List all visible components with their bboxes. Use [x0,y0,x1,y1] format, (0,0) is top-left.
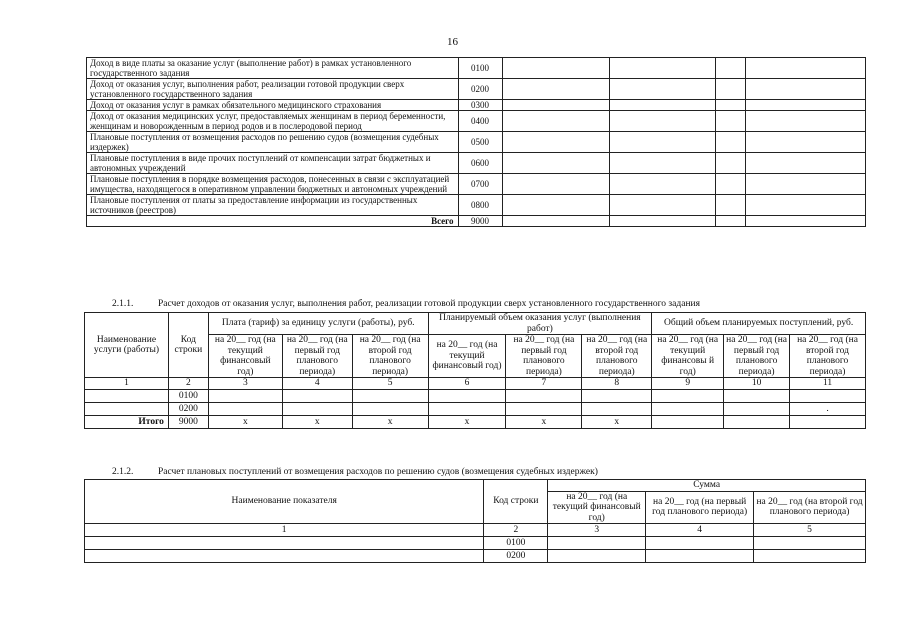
value-cell[interactable] [610,195,716,216]
col-number: 11 [790,378,866,390]
total-label: Итого [85,416,169,429]
x-mark: x [428,416,506,429]
row-code: 0400 [458,111,502,132]
row-name: Доход от оказания услуг, выполнения работ, реализации готовой продукции сверх установленного государственного задания [87,79,459,100]
sub-header-second: на 20__ год (на второй год планового периода) [754,491,866,524]
row-code: 0200 [168,403,208,416]
row-code: 0200 [484,550,548,563]
col-number: 3 [208,378,282,390]
value-cell[interactable] [610,174,716,195]
col-number: 2 [168,378,208,390]
col-number: 4 [646,524,754,537]
value-cell[interactable] [716,216,746,227]
row-name: Плановые поступления в порядке возмещения расходов, понесенных в связи с эксплуатацией имущества, находящегося в оперативном управлении бюджетных и автономных учреждений [87,174,459,195]
value-cell[interactable] [754,537,866,550]
value-cell[interactable] [610,79,716,100]
row-code: 0600 [458,153,502,174]
col-number: 4 [282,378,352,390]
value-cell[interactable] [716,100,746,111]
group-header-sum: Сумма [548,480,866,492]
value-cell[interactable] [502,111,610,132]
col-number: 3 [548,524,646,537]
col-header-code: Код строки [484,480,548,524]
table-row [85,550,866,563]
column-number-row [85,524,866,537]
col-number: 9 [652,378,724,390]
value-cell[interactable] [548,537,646,550]
x-mark: x [352,416,428,429]
value-cell[interactable] [746,216,866,227]
sub-header-current: на 20__ год (на текущий финансовы й год) [652,335,724,378]
value-cell[interactable] [502,195,610,216]
value-cell[interactable] [652,390,724,403]
value-cell[interactable] [502,216,610,227]
value-cell[interactable] [790,416,866,429]
row-name: Плановые поступления от возмещения расходов по решению судов (возмещения судебных издержек) [87,132,459,153]
value-cell[interactable] [610,153,716,174]
value-cell[interactable] [746,111,866,132]
row-name: Доход от оказания медицинских услуг, предоставляемых женщинам в период беременности, женщинам и новорожденным в период родов и в послеродовой период [87,111,459,132]
col-header-name: Наименование услуги (работы) [85,313,169,378]
total-row [85,416,866,429]
value-cell[interactable] [428,390,506,403]
value-cell[interactable] [506,403,582,416]
x-mark: x [208,416,282,429]
col-number: 8 [582,378,652,390]
col-number: 1 [85,524,484,537]
sub-header-first: на 20__ год (на первый год планового периода) [646,491,754,524]
income-table [86,57,866,227]
section-211-title [112,299,700,309]
value-cell[interactable] [502,79,610,100]
table-row [85,537,866,550]
court-expenses-table [84,479,866,563]
group-header-tariff: Плата (тариф) за единицу услуги (работы), руб. [208,313,428,335]
row-code: 0300 [458,100,502,111]
value-cell[interactable] [746,58,866,79]
col-number: 2 [484,524,548,537]
value-cell[interactable] [716,111,746,132]
value-cell[interactable] [428,403,506,416]
value-cell[interactable] [716,79,746,100]
value-cell[interactable] [724,390,790,403]
value-cell[interactable] [282,390,352,403]
col-number: 6 [428,378,506,390]
table-row [87,111,866,132]
value-cell[interactable] [716,174,746,195]
services-income-table [84,312,866,429]
sub-header-second: на 20__ год (на второй год планового периода) [582,335,652,378]
x-mark: x [282,416,352,429]
name-cell[interactable] [85,390,169,403]
table-row [87,58,866,79]
value-cell[interactable] [208,403,282,416]
row-code: 0100 [484,537,548,550]
x-mark: x [506,416,582,429]
value-cell[interactable] [724,416,790,429]
row-code: 0800 [458,195,502,216]
value-cell[interactable] [502,153,610,174]
value-cell[interactable] [716,58,746,79]
value-cell[interactable] [610,132,716,153]
total-label: Всего [87,216,459,227]
total-code: 9000 [168,416,208,429]
table-row [87,100,866,111]
col-header-code: Код строки [168,313,208,378]
table-row [87,174,866,195]
value-cell[interactable] [208,390,282,403]
sub-header-second: на 20__ год (на второй год планового периода) [790,335,866,378]
sub-header-first: на 20__ год (на первый год планового периода) [506,335,582,378]
section-text: Расчет плановых поступлений от возмещения расходов по решению судов (возмещения судебных издержек) [158,467,598,477]
value-cell[interactable] [716,195,746,216]
value-cell[interactable] [754,550,866,563]
value-cell[interactable] [352,390,428,403]
col-number: 5 [352,378,428,390]
group-header-total: Общий объем планируемых поступлений, руб. [652,313,866,335]
value-cell[interactable] [746,195,866,216]
row-name: Доход от оказания услуг в рамках обязательного медицинского страхования [87,100,459,111]
page-number: 16 [447,36,458,48]
col-number: 5 [754,524,866,537]
value-cell[interactable] [746,79,866,100]
value-cell[interactable] [790,390,866,403]
row-name: Плановые поступления от платы за предоставление информации из государственных источников (реестров) [87,195,459,216]
table-row [85,403,866,416]
name-cell[interactable] [85,537,484,550]
value-cell[interactable] [746,100,866,111]
value-cell[interactable] [746,174,866,195]
value-cell[interactable] [582,390,652,403]
section-number: 2.1.2. [112,467,134,477]
row-code: 0500 [458,132,502,153]
value-cell[interactable] [548,550,646,563]
value-cell[interactable] [610,216,716,227]
sub-header-current: на 20__ год (на текущий финансовый год) [548,491,646,524]
value-cell[interactable] [646,537,754,550]
row-code: 0100 [168,390,208,403]
table-row [87,79,866,100]
section-number: 2.1.1. [112,299,134,309]
value-cell[interactable] [352,403,428,416]
value-cell[interactable] [502,132,610,153]
name-cell[interactable] [85,403,169,416]
row-name: Плановые поступления в виде прочих поступлений от компенсации затрат бюджетных и автономных учреждений [87,153,459,174]
value-cell[interactable] [716,132,746,153]
value-cell[interactable] [282,403,352,416]
value-cell[interactable] [582,403,652,416]
table-row [87,195,866,216]
value-cell[interactable] [506,390,582,403]
row-code: 0100 [458,58,502,79]
value-cell[interactable] [610,111,716,132]
col-number: 1 [85,378,169,390]
x-mark: x [582,416,652,429]
value-cell[interactable] [646,550,754,563]
section-text: Расчет доходов от оказания услуг, выполнения работ, реализации готовой продукции сверх установленного государственного задания [158,299,700,309]
value-cell[interactable] [652,403,724,416]
table-row [85,390,866,403]
value-cell[interactable]: . [790,403,866,416]
sub-header-second: на 20__ год (на второй год планового периода) [352,335,428,378]
sub-header-current: на 20__ год (на текущий финансовый год) [428,335,506,378]
value-cell[interactable] [502,58,610,79]
value-cell[interactable] [746,132,866,153]
value-cell[interactable] [724,403,790,416]
value-cell[interactable] [502,100,610,111]
name-cell[interactable] [85,550,484,563]
value-cell[interactable] [502,174,610,195]
col-header-name: Наименование показателя [85,480,484,524]
sub-header-first: на 20__ год (на первый год планового периода) [724,335,790,378]
value-cell[interactable] [746,153,866,174]
value-cell[interactable] [716,153,746,174]
row-code: 0200 [458,79,502,100]
table-row [87,132,866,153]
group-header-volume: Планируемый объем оказания услуг (выполнения работ) [428,313,652,335]
value-cell[interactable] [610,58,716,79]
table-row [87,153,866,174]
col-number: 10 [724,378,790,390]
sub-header-first: на 20__ год (на первый год планового периода) [282,335,352,378]
value-cell[interactable] [610,100,716,111]
section-212-title [112,467,598,477]
sub-header-current: на 20__ год (на текущий финансовый год) [208,335,282,378]
col-number: 7 [506,378,582,390]
row-code: 0700 [458,174,502,195]
total-code: 9000 [458,216,502,227]
column-number-row [85,378,866,390]
value-cell[interactable] [652,416,724,429]
total-row [87,216,866,227]
row-name: Доход в виде платы за оказание услуг (выполнение работ) в рамках установленного государственного задания [87,58,459,79]
